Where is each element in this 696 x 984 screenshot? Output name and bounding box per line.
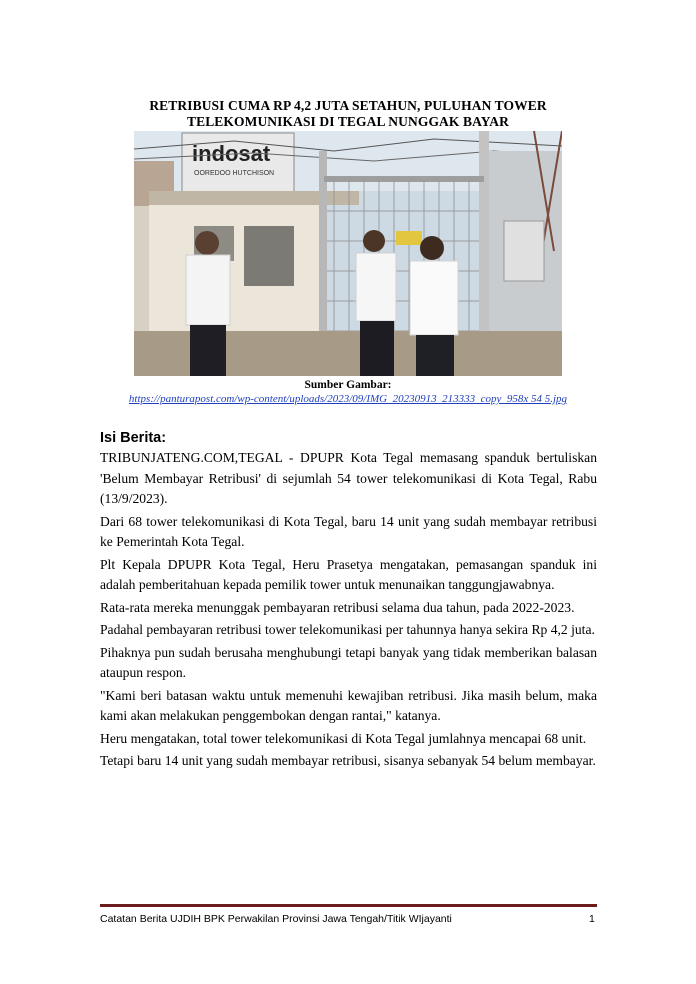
sign-subtext: OOREDOO HUTCHISON — [194, 170, 275, 177]
page-number: 1 — [589, 913, 595, 925]
footer-text: Catatan Berita UJDIH BPK Perwakilan Provinsi Jawa Tengah/Titik WIjayanti — [100, 913, 452, 925]
news-photo — [134, 131, 562, 376]
article-title — [100, 98, 596, 130]
article-title-line-2: TELEKOMUNIKASI DI TEGAL NUNGGAK BAYAR — [186, 114, 510, 129]
news-photo-illustration — [134, 131, 562, 376]
paragraph: Tetapi baru 14 unit yang sudah membayar retribusi, sisanya sebanyak 54 belum membayar. — [100, 753, 596, 768]
paragraph: Rata-rata mereka menunggak pembayaran retribusi selama dua tahun, pada 2022-2023. — [100, 599, 575, 615]
sign-brand-text: indosat — [192, 141, 271, 166]
footer-divider — [100, 904, 597, 907]
article-body — [100, 448, 597, 774]
article-title-line-1: RETRIBUSI CUMA RP 4,2 JUTA SETAHUN, PULUHAN TOWER — [149, 98, 547, 113]
image-source-label: Sumber Gambar: — [304, 379, 392, 391]
paragraph: Heru mengatakan, total tower telekomunikasi di Kota Tegal jumlahnya mencapai 68 unit. — [100, 730, 587, 746]
paragraph: Pihaknya pun sudah berusaha menghubungi tetapi banyak yang tidak memberikan balasan ataupun respon. — [100, 644, 597, 680]
paragraph: Padahal pembayaran retribusi tower telekomunikasi per tahunnya hanya sekira Rp 4,2 juta. — [100, 622, 595, 637]
paragraph: TRIBUNJATENG.COM,TEGAL - DPUPR Kota Tegal memasang spanduk bertuliskan 'Belum Membayar Retribusi' di sejumlah 54 tower telekomunikasi di Kota Tegal, Rabu (13/9/2023). — [100, 450, 597, 506]
image-source-link[interactable]: https://panturapost.com/wp-content/uploads/2023/09/IMG_20230913_213333_copy_958x 54 5.jpg — [128, 393, 568, 405]
section-heading: Isi Berita: — [100, 430, 167, 446]
paragraph: Dari 68 tower telekomunikasi di Kota Tegal, baru 14 unit yang sudah membayar retribusi ke Pemerintah Kota Tegal. — [100, 513, 597, 549]
paragraph: Plt Kepala DPUPR Kota Tegal, Heru Prasetya mengatakan, pemasangan spanduk ini adalah pemberitahuan kepada pemilik tower untuk menunaikan tanggungjawabnya. — [100, 556, 597, 592]
paragraph: "Kami beri batasan waktu untuk memenuhi kewajiban retribusi. Jika masih belum, maka kami akan melakukan penggembokan dengan rantai," katanya. — [100, 687, 597, 723]
